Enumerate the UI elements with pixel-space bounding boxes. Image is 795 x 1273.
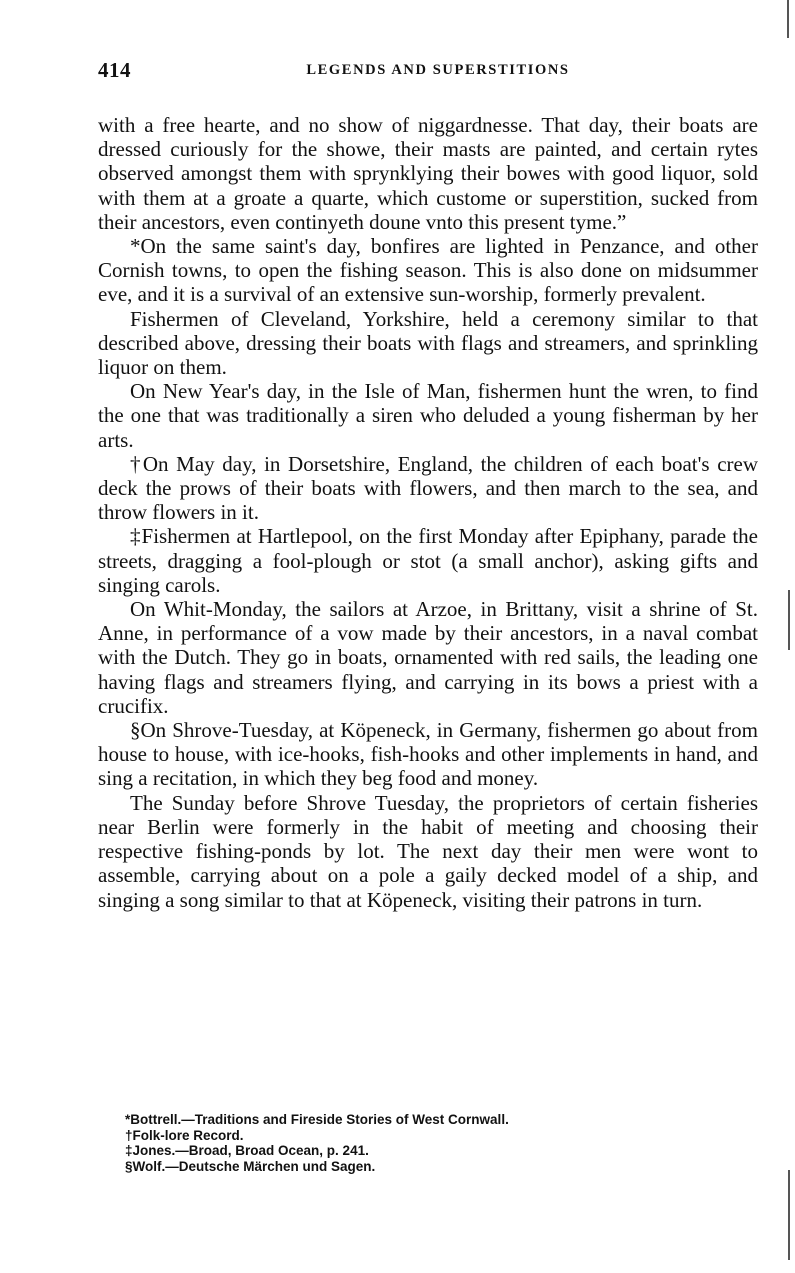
scan-edge-mark xyxy=(788,590,790,650)
paragraph: Fishermen of Cleveland, Yorkshire, held a ceremony similar to that described above, dressing their boats with flags and streamers, and sprinkling liquor on them. xyxy=(98,306,758,380)
running-head: LEGENDS AND SUPERSTITIONS xyxy=(306,62,570,78)
footnote: †Folk-lore Record. xyxy=(125,1127,244,1143)
scan-edge-mark xyxy=(787,0,789,38)
paragraph: On Whit-Monday, the sailors at Arzoe, in Brittany, visit a shrine of St. Anne, in performance of a vow made by their ancestors, in a naval combat with the Dutch. They go in boats, ornamented with red sails, the leading one having flags and streamers flying, and carrying in its bows a priest with a crucifix. xyxy=(98,597,758,718)
page-number: 414 xyxy=(98,58,131,82)
paragraph: On New Year's day, in the Isle of Man, fishermen hunt the wren, to find the one that was traditionally a siren who deluded a young fisherman by her arts. xyxy=(98,379,758,452)
paragraph: *On the same saint's day, bonfires are lighted in Penzance, and other Cornish towns, to open the fishing season. This is also done on midsummer eve, and it is a survival of an extensive sun-worship, formerly prevalent. xyxy=(98,234,758,307)
paragraph: ‡Fishermen at Hartlepool, on the first Monday after Epiphany, parade the streets, dragging a fool-plough or stot (a small anchor), asking gifts and singing carols. xyxy=(98,524,758,597)
footnotes xyxy=(125,1112,725,1174)
body-text xyxy=(98,113,758,912)
footnote: ‡Jones.—Broad, Broad Ocean, p. 241. xyxy=(125,1143,369,1158)
page-header xyxy=(98,58,758,86)
paragraph: §On Shrove-Tuesday, at Köpeneck, in Germany, fishermen go about from house to house, with ice-hooks, fish-hooks and other implements in hand, and sing a recitation, in which they beg food and money. xyxy=(98,718,758,791)
paragraph: with a free hearte, and no show of niggardnesse. That day, their boats are dressed curiously for the showe, their masts are painted, and certain rytes observed amongst them with sprynklying their bowes with good liquor, sold with them at a groate a quarte, which custome or superstition, sucked from their ancestors, even continyeth doune vnto this present tyme.” xyxy=(98,113,758,234)
footnote: *Bottrell.—Traditions and Fireside Stories of West Cornwall. xyxy=(125,1112,509,1127)
paragraph: The Sunday before Shrove Tuesday, the proprietors of certain fisheries near Berlin were formerly in the habit of meeting and choosing their respective fishing-ponds by lot. The next day their men were wont to assemble, carrying about on a pole a gaily decked model of a ship, and singing a song similar to that at Köpeneck, visiting their patrons in turn. xyxy=(98,790,758,912)
footnote: §Wolf.—Deutsche Märchen und Sagen. xyxy=(125,1158,376,1174)
paragraph: †On May day, in Dorsetshire, England, the children of each boat's crew deck the prows of their boats with flowers, and then march to the sea, and throw flowers in it. xyxy=(98,451,758,525)
scan-edge-mark xyxy=(788,1170,790,1260)
